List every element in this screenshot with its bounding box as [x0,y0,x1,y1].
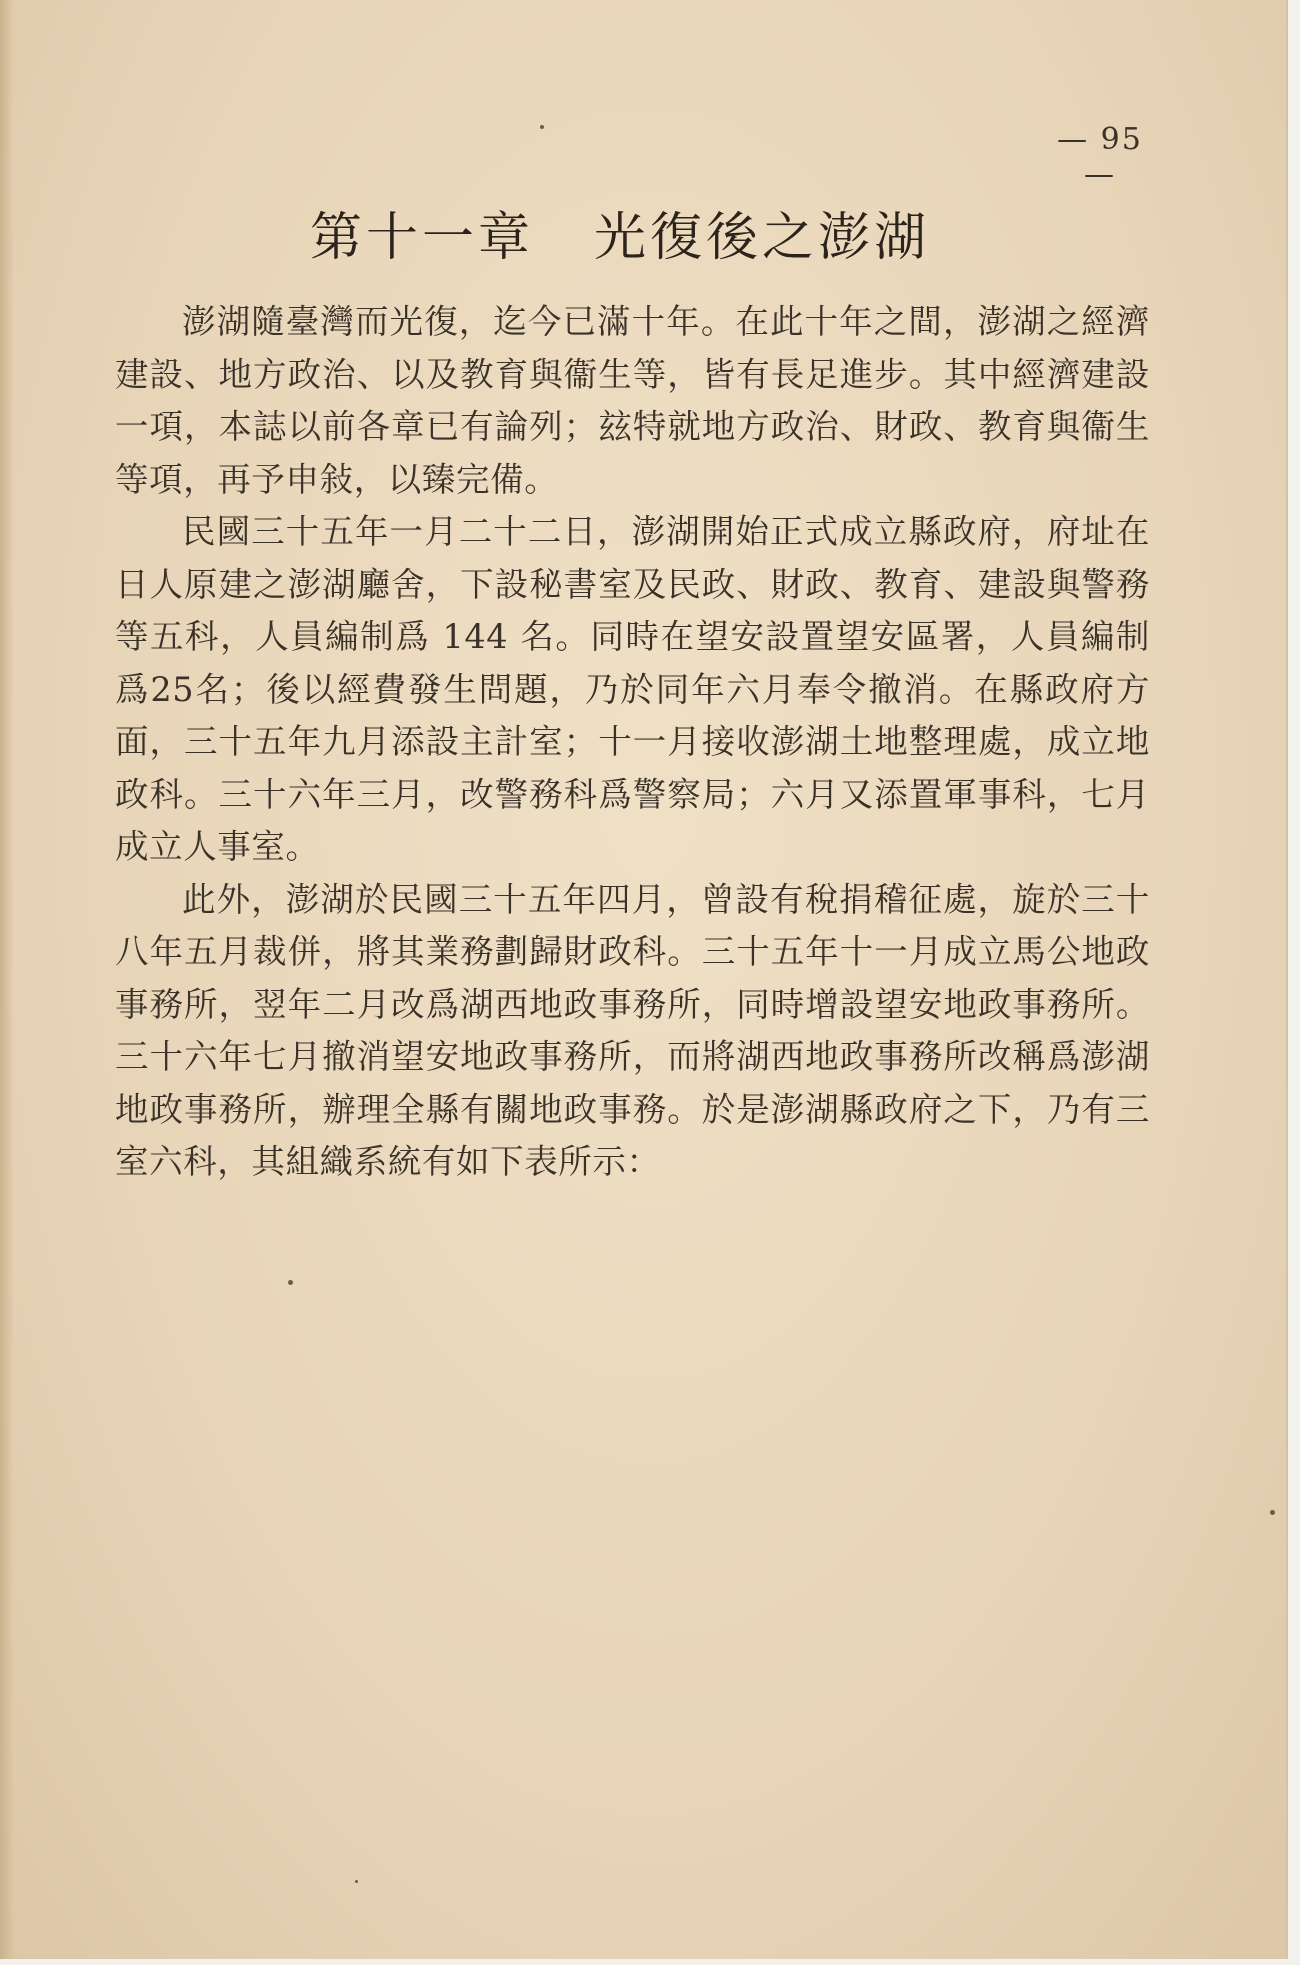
paper-speck [540,125,544,129]
paragraph-3: 此外，澎湖於民國三十五年四月，曾設有稅捐稽征處，旋於三十八年五月裁併，將其業務劃歸財政科。三十五年十一月成立馬公地政事務所，翌年二月改爲湖西地政事務所，同時增設望安地政事務所。三十六年七月撤消望安地政事務所，而將湖西地政事務所改稱爲澎湖地政事務所，辦理全縣有關地政事務。於是澎湖縣政府之下，乃有三室六科，其組織系統有如下表所示： [115,879,1150,1181]
chapter-number: 第十一章 [309,208,534,268]
paragraph-2: 民國三十五年一月二十二日，澎湖開始正式成立縣政府，府址在日人原建之澎湖廳舍，下設秘書室及民政、財政、教育、建設與警務等五科，人員編制爲 144 名。同時在望安設置望安區署，人員編制爲25名；後以經費發生問題，乃於同年六月奉令撤消。在縣政府方面，三十五年九月添設主計室；十一月接收澎湖土地整理處，成立地政科。三十六年三月，改警務科爲警察局；六月又添置軍事科，七月成立人事室。 [115,512,1150,866]
paper-speck [1270,1510,1275,1515]
paragraph-1: 澎湖隨臺灣而光復，迄今已滿十年。在此十年之間，澎湖之經濟建設、地方政治、以及教育與衞生等，皆有長足進步。其中經濟建設一項，本誌以前各章已有論列；玆特就地方政治、財政、教育與衞生等項，再予申敍，以臻完備。 [115,302,1150,499]
page-edge-bottom [0,1959,1300,1965]
body-text [115,296,1150,1189]
page-number: — 95 — [1057,122,1143,192]
paper-speck [355,1880,358,1883]
chapter-name: 光復後之澎湖 [594,208,931,268]
chapter-title [0,195,1240,270]
paper-speck [288,1280,293,1285]
page-shadow-left [0,0,14,1965]
page-edge-right [1286,0,1300,1965]
